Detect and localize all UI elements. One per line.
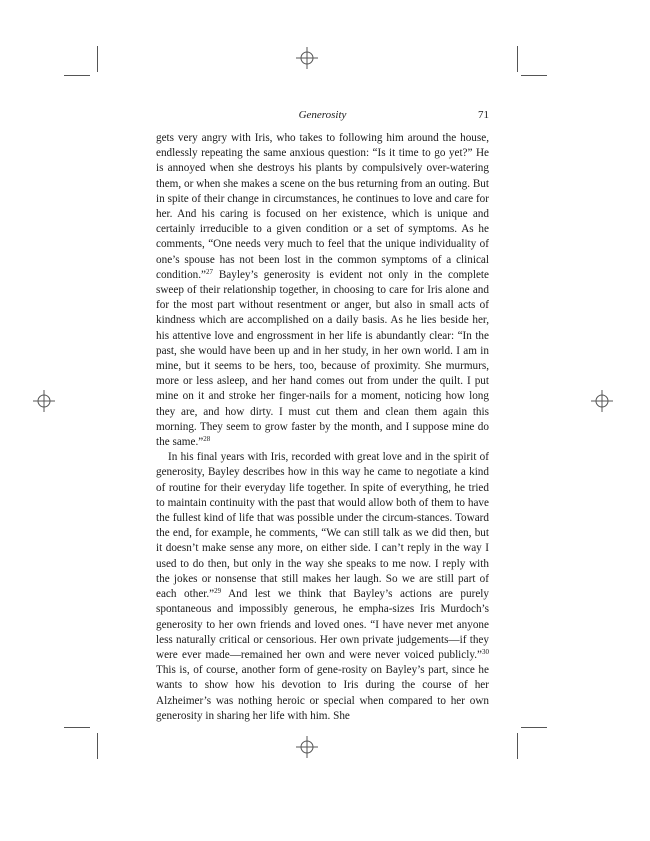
crop-mark-top-left-h xyxy=(64,75,90,76)
registration-mark-top-icon xyxy=(296,47,318,69)
paragraph-1-text-a: gets very angry with Iris, who takes to following him around the house, endlessly repeating the same anxious question: “Is it time to go yet?” He is annoyed when she destroys his plants by compulsively over-watering them, or when she makes a scene on the bus returning from an outing. But in spite of their change in circumstances, he continues to love and care for her. And his caring is focused on her existence, which is unique and certainly irreducible to a given condition or a set of symptoms. As he comments, “One needs very much to feel that the unique individuality of one’s spouse has not been lost in the common symptoms of a clinical condition.” xyxy=(156,132,489,281)
footnote-ref-27: 27 xyxy=(206,267,214,276)
crop-mark-bottom-right-v xyxy=(517,733,518,759)
paragraph-2-text-c: This is, of course, another form of gene-rosity on Bayley’s part, since he wants to show how his devotion to Iris during the course of her Alzheimer’s was nothing heroic or special when compared to her own generosity in sharing her life with him. She xyxy=(156,664,489,722)
paragraph-2 xyxy=(156,450,489,724)
page-header xyxy=(156,109,489,125)
crop-mark-bottom-left-h xyxy=(64,727,90,728)
footnote-ref-28: 28 xyxy=(203,435,211,444)
registration-mark-right-icon xyxy=(591,390,613,412)
crop-mark-top-right-v xyxy=(517,46,518,72)
running-head: Generosity xyxy=(298,109,347,121)
registration-mark-left-icon xyxy=(33,390,55,412)
footnote-ref-29: 29 xyxy=(214,587,222,596)
crop-mark-bottom-left-v xyxy=(97,733,98,759)
footnote-ref-30: 30 xyxy=(482,647,489,656)
crop-mark-bottom-right-h xyxy=(521,727,547,728)
paragraph-1 xyxy=(156,131,489,450)
paragraph-2-text-a: In his final years with Iris, recorded with great love and in the spirit of generosity, Bayley describes how in this way he came to negotiate a kind of routine for their everyday life together. In spite of everything, he tried to maintain continuity with the past that would allow both of them to have the fullest kind of life that was possible under the circum-stances. Toward the end, for example, he comments, “We can still talk as we did then, but it doesn’t make sense any more, on either side. I can’t reply in the way I used to do then, but only in the way she speaks to me now. I reply with the jokes or nonsense that still makes her laugh. So we are still part of each other.” xyxy=(156,451,489,601)
crop-mark-top-left-v xyxy=(97,46,98,72)
registration-mark-bottom-icon xyxy=(296,736,318,758)
paragraph-1-text-b: Bayley’s generosity is evident not only in the complete sweep of their relationship together, in choosing to care for Iris alone and for the most part without resentment or anger, but also in small acts of kindness which are accomplished on a daily basis. As he lies beside her, his attentive love and engrossment in her life is abundantly clear: “In the past, she would have been up and in her study, in her own world. I am in mine, but it seems to be hers, too, because of proximity. She murmurs, more or less asleep, and her hand comes out from under the quilt. I put mine on it and stroke her finger-nails for a moment, noticing how long they are, and how dirty. I must cut them and clean them again this morning. They seem to grow faster by the month, and I suppose mine do the same.” xyxy=(156,268,489,449)
body-text xyxy=(156,131,489,724)
page-number: 71 xyxy=(478,109,489,121)
crop-mark-top-right-h xyxy=(521,75,547,76)
paragraph-2-text-b: And lest we think that Bayley’s actions are purely spontaneous and impossibly generous, he empha-sizes Iris Murdoch’s generosity to her own friends and loved ones. “I have never met anyone less naturally critical or censorious. Her own private judgements—if they were ever made—remained her own and were never voiced publicly.” xyxy=(156,588,489,661)
